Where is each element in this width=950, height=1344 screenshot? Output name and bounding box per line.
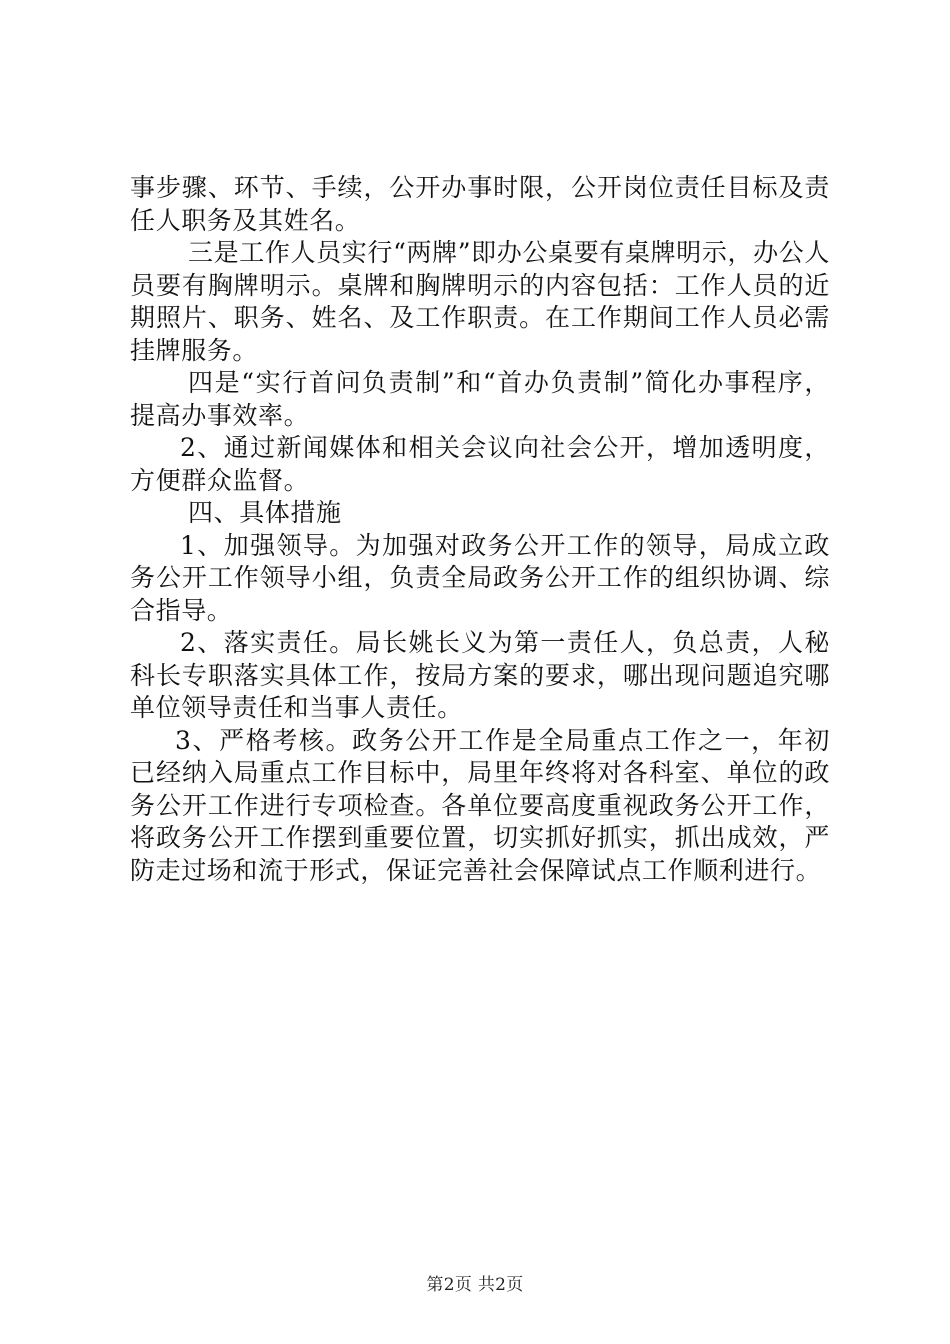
paragraph-measure-one: 1、加强领导。为加强对政务公开工作的领导，局成立政务公开工作领导小组，负责全局政务公开工作的组织协调、综合指导。 bbox=[130, 530, 830, 625]
paragraph-item-three: 三是工作人员实行“两牌”即办公桌要有桌牌明示，办公人员要有胸牌明示。桌牌和胸牌明示的内容包括：工作人员的近期照片、职务、姓名、及工作职责。在工作期间工作人员必需挂牌服务。 bbox=[130, 238, 830, 365]
document-body bbox=[130, 172, 830, 887]
section-heading-measures: 四、具体措施 bbox=[188, 498, 342, 527]
paragraph-continuation: 事步骤、环节、手续，公开办事时限，公开岗位责任目标及责任人职务及其姓名。 bbox=[130, 173, 830, 235]
paragraph-point-two: 2、通过新闻媒体和相关会议向社会公开，增加透明度，方便群众监督。 bbox=[130, 433, 830, 495]
page-footer: 第2页 共2页 bbox=[426, 1275, 524, 1295]
paragraph-measure-three: 3、严格考核。政务公开工作是全局重点工作之一，年初已经纳入局重点工作目标中，局里年终将对各科室、单位的政务公开工作进行专项检查。各单位要高度重视政务公开工作，将政务公开工作摆到重要位置，切实抓好抓实，抓出成效，严防走过场和流于形式，保证完善社会保障试点工作顺利进行。 bbox=[130, 725, 830, 885]
paragraph-measure-two: 2、落实责任。局长姚长义为第一责任人，负总责，人秘科长专职落实具体工作，按局方案的要求，哪出现问题追究哪单位领导责任和当事人责任。 bbox=[130, 628, 830, 722]
paragraph-item-four: 四是“实行首问负责制”和“首办负责制”简化办事程序，提高办事效率。 bbox=[130, 368, 830, 430]
